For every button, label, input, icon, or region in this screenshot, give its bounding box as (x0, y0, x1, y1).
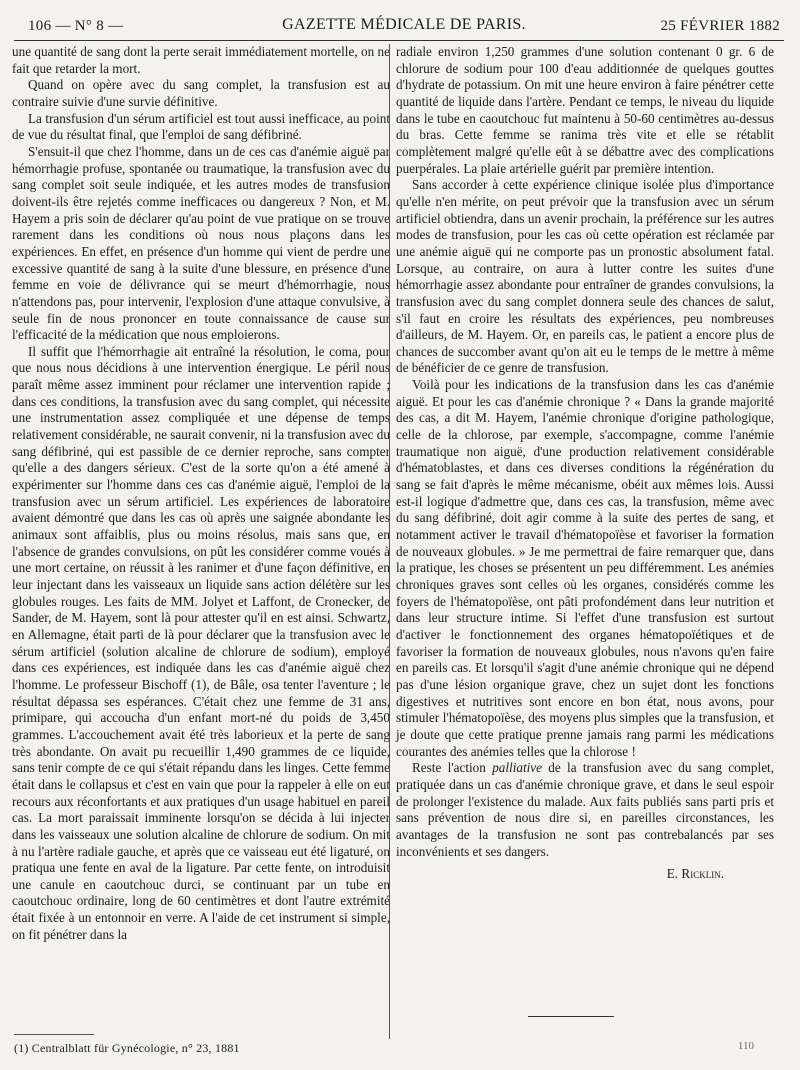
paragraph: Sans accorder à cette expérience clinique isolée plus d'importance qu'elle n'en mérite, on peut prévoir que la transfusion avec un sérum artificiel obtiendra, dans un avenir prochain, la préférence sur les autres modes de transfusion, pour les cas où cette opération est réclamée par une anémie aiguë qui ne comporte pas un pronostic absolument fatal. Lorsque, au contraire, on aura à lutter contre les suites d'une hémorrhagie assez abondante pour entraîner de grandes convulsions, la transfusion avec du sang complet donnera seule des chances de salut, s'il faut en croire les résultats des expériences, peu nombreuses d'ailleurs, de M. Hayem. Or, en pareils cas, le patient a encore plus de chances de succomber avant qu'on ait eu le temps de le mettre à même de bénéficier de ce genre de transfusion. (396, 177, 774, 376)
author-signature: E. Ricklin. (666, 866, 724, 882)
left-column (12, 44, 390, 943)
paragraph: La transfusion d'un sérum artificiel est tout aussi inefficace, au point de vue du résultat final, que l'emploi de sang défibriné. (12, 110, 390, 143)
issue-date: 25 FÉVRIER 1882 (660, 18, 780, 34)
footnote: (1) Centralblatt für Gynécologie, n° 23, 1881 (14, 1041, 240, 1055)
paragraph: radiale environ 1,250 grammes d'une solution contenant 0 gr. 6 de chlorure de sodium pour 100 d'eau additionnée de quelques gouttes d'hydrate de potassium. On mit une heure environ à faire pénétrer cette quantité de liquide dans l'artère. Pendant ce temps, le niveau du liquide dans le tube en caoutchouc fut maintenu à 50-60 centimètres au-dessus du bras. Cette femme se ranima très vite et elle se rétablit complètement malgré qu'elle eût à se débattre avec des complications puerpérales. La plaie artérielle guérit par première intention. (396, 44, 774, 176)
publication-title: GAZETTE MÉDICALE DE PARIS. (282, 16, 526, 33)
column-divider (389, 44, 390, 1039)
paragraph: Voilà pour les indications de la transfusion dans les cas d'anémie aiguë. Et pour les cas d'anémie chronique ? « Dans la grande majorité des cas, a dit M. Hayem, l'anémie chronique d'origine pathologique, celle de la chlorose, par exemple, s'accompagne, comme l'anémie traumatique non aiguë, d'une production relativement considérable d'hématoblastes, et dans ces diverses conditions la régénération du sang se fait d'après le même mécanisme, obéit aux mêmes lois. Aussi est-il logique d'admettre que, dans ces cas, la transfusion, même avec du sang défibriné, doit agir comme à la suite des pertes de sang, et notamment activer le travail d'hématopoïèse et favoriser la formation de nouveaux globules. » Je me permettrai de faire remarquer que, dans la pratique, les choses se présentent un peu différemment. Les anémies chroniques graves sont celles où les organes, considérés comme les foyers de l'hématopoïèse, ont pâti profondément dans leur nutrition et dans leur structure intime. Si l'effet d'une transfusion est surtout d'activer le fonctionnement des organes hématopoïétiques et de favoriser la formation de nouveaux globules, nous n'avons qu'en faire en pareils cas. Et lorsqu'il s'agit d'une anémie chronique qui ne dépend pas d'une lésion organique grave, chez un sujet dont les fonctions digestives et nutritives sont encore en bon état, nous avons, pour stimuler l'hématopoïèse, des moyens plus simples que la transfusion, et je doute que cette pratique prenne jamais rang parmi les médications courantes des anémies telles que la chlorose ! (396, 377, 774, 759)
emphasis-palliative: palliative (492, 760, 542, 776)
final-paragraph-end: de la transfusion avec du sang complet, pratiquée dans un cas d'anémie chronique grave, et dans le seul espoir de prolonger l'existence du malade. Aux faits publiés sans parti pris et sans prévention de nous dire si, en pareilles circonstances, les avantages de la transfusion ne sont pas contrebalancés par ses inconvénients et ses dangers. (396, 760, 775, 859)
paragraph: une quantité de sang dont la perte serait immédiatement mortelle, on ne fait que retarder la mort. (12, 44, 390, 76)
right-column (396, 44, 774, 883)
footnote-rule (14, 1034, 94, 1035)
page-header (28, 14, 780, 40)
paragraph: Il suffit que l'hémorrhagie ait entraîné la résolution, le coma, pour que nous nous décidions à une intervention énergique. Le péril nous paraît même assez imminent pour réclamer une intervention rapide ; dans ces conditions, la transfusion avec du sang complet, qui nécessite une instrumentation assez compliquée et une dépense de temps relativement considérable, ne saurait convenir, ni la transfusion avec du sang défibriné, qui est passible de ce dernier reproche, sans compter qu'elle a des dangers sérieux. C'est de la sorte qu'on a été amené à expérimenter sur l'homme dans ces cas d'anémie aiguë, l'emploi de la transfusion avec un sérum artificiel. Les expériences de laboratoire avaient démontré que dans les cas où après une saignée abondante les animaux sont affaiblis, plus ou moins résolus, mais sans que, en l'absence de grandes convulsions, on pût les considérer comme voués à une mort certaine, on réussit à les ranimer et d'une façon définitive, en leur injectant dans les vaisseaux un liquide sans action délétère sur les globules rouges. Les faits de MM. Jolyet et Laffont, de Cronecker, de Sander, de M. Hayem, sont là pour attester qu'il en est ainsi. Schwartz, en Allemagne, était parti de là pour déclarer que la transfusion avec le sérum artificiel (solution alcaline de chlorure de sodium), employé dans ces expériences, est indiquée dans les cas d'anémie aiguë chez l'homme. Le professeur Bischoff (1), de Bâle, osa tenter l'aventure ; le résultat dépassa ses espérances. C'était chez une femme de 31 ans, primipare, qui accoucha d'un enfant mort-né du poids de 3,450 grammes. L'accouchement avait été très laborieux et la perte de sang très abondante. On avait pu recueillir 1,490 grammes de ce liquide, sans tenir compte de ce qui s'était répandu dans les linges. Cette femme était dans le collapsus et c'est en vain que pour la rappeler à elle on eut recours aux réconfortants et aux pratiques d'un usage habituel en pareil cas. La mort paraissait imminente lorsqu'on se décida à lui injecter dans les vaisseaux une solution alcaline de chlorure de sodium. On mit à nu l'artère radiale gauche, et après que ce vaisseau eut été ligaturé, on pratiqua une fente en aval de la ligature. Par cette fente, on introduisit une canule en caoutchouc durci, se continuant par un tube en caoutchouc ordinaire, long de 60 centimètres et dont l'autre extrémité était fixée à un entonnoir en verre. A l'aide de cet instrument si simple, on fit pénétrer dans la (12, 343, 390, 942)
paragraph: Quand on opère avec du sang complet, la transfusion est au contraire suivie d'une survie définitive. (12, 77, 390, 109)
page-number: 106 — N° 8 — (28, 18, 124, 34)
final-paragraph-start: Reste l'action (412, 760, 493, 776)
final-paragraph (396, 760, 774, 860)
header-rule (14, 40, 784, 41)
paragraph: S'ensuit-il que chez l'homme, dans un de ces cas d'anémie aiguë par hémorrhagie profuse, spontanée ou traumatique, la transfusion avec du sang complet soit seule indiquée, et les autres modes de transfusion doivent-ils être rejetés comme inefficaces ou dangereux ? Non, et M. Hayem a pris soin de déclarer qu'au point de vue pratique on se trouve rarement dans les conditions où nous nous plaçons dans les expériences. En effet, en présence d'un homme qui vient de perdre une excessive quantité de sang à la suite d'une blessure, en présence d'une femme en voie de délivrance qui se meurt d'hémorrhagie, nous n'attendons pas, pour intervenir, l'explosion d'une attaque convulsive, à seule fin de nous prononcer en toute connaissance de cause sur l'efficacité de la médication que nous emploierons. (12, 143, 390, 343)
article-end-rule (528, 1016, 614, 1017)
page-mark: 110 (737, 1040, 754, 1052)
